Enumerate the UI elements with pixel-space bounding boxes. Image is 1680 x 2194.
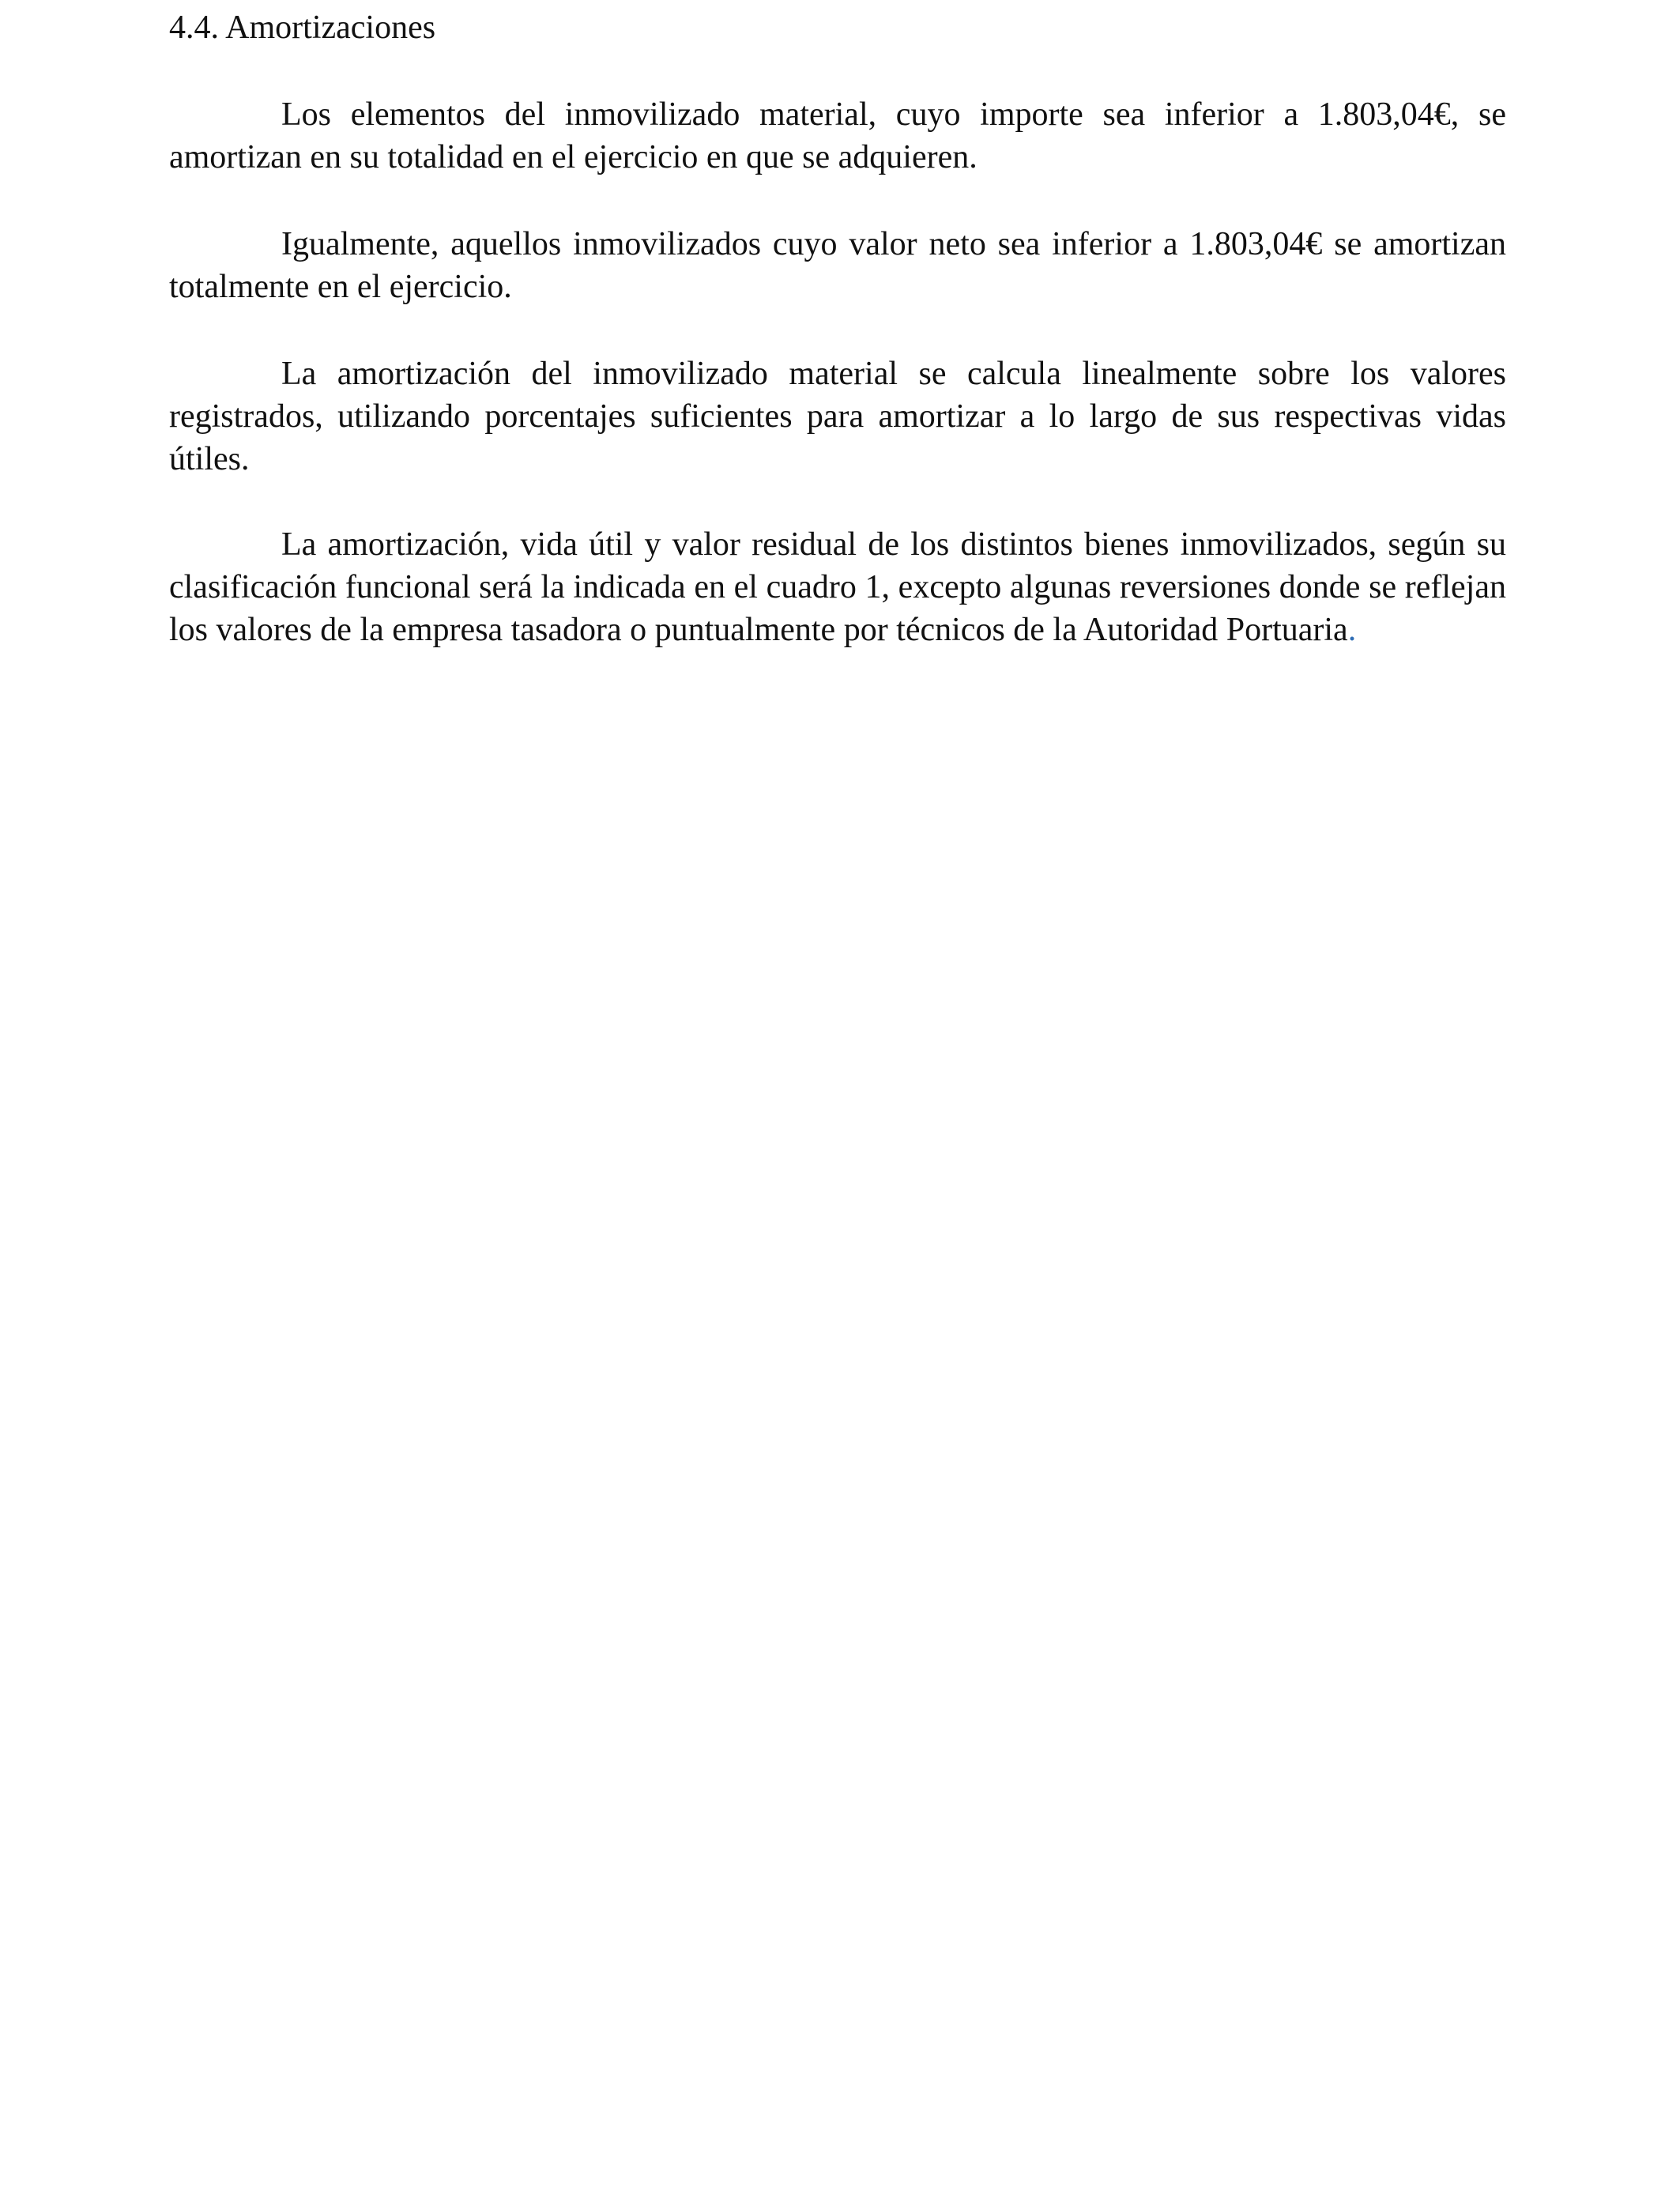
section-heading: 4.4. Amortizaciones xyxy=(169,9,436,46)
paragraph-4-final-period: . xyxy=(1347,612,1357,648)
paragraph-4 xyxy=(169,523,1506,651)
paragraph-4-text: La amortización, vida útil y valor residual de los distintos bienes inmovilizados, según su clasificación funcional será la indicada en el cuadro 1, excepto algunas reversiones donde se reflejan los valores de la empresa tasadora o puntualmente por técnicos de la Autoridad Portuaria xyxy=(169,526,1506,648)
paragraph-3: La amortización del inmovilizado material se calcula linealmente sobre los valores registrados, utilizando porcentajes suficientes para amortizar a lo largo de sus respectivas vidas útiles. xyxy=(169,356,1506,477)
paragraph-2: Igualmente, aquellos inmovilizados cuyo valor neto sea inferior a 1.803,04€ se amortizan totalmente en el ejercicio. xyxy=(169,226,1506,305)
document-body xyxy=(169,6,1506,651)
paragraph-1: Los elementos del inmovilizado material, cuyo importe sea inferior a 1.803,04€, se amortizan en su totalidad en el ejercicio en que se adquieren. xyxy=(169,96,1506,175)
